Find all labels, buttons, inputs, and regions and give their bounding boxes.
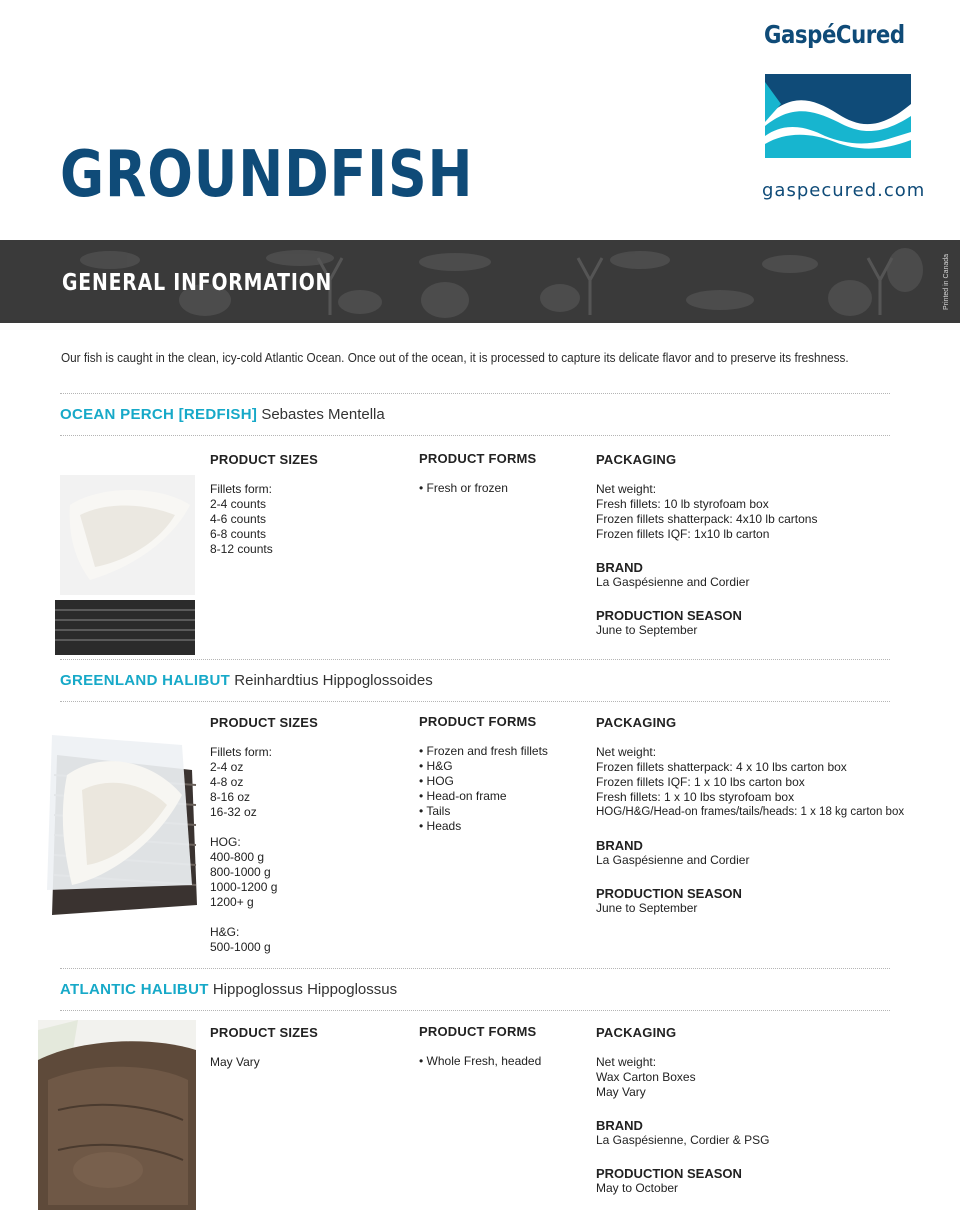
size-item: 800-1000 g [210, 865, 271, 879]
size-item: 500-1000 g [210, 940, 271, 954]
website-url: gaspecured.com [762, 180, 926, 201]
species-common-name: GREENLAND HALIBUT [60, 672, 231, 689]
brand-heading: BRAND [596, 560, 643, 575]
season-value: June to September [596, 623, 698, 637]
packaging-item: Fresh fillets: 10 lb styrofoam box [596, 497, 769, 511]
product-forms-heading: PRODUCT FORMS [419, 1024, 537, 1039]
brand-heading: BRAND [596, 838, 643, 853]
size-item: 2-4 oz [210, 760, 244, 774]
packaging-item: Net weight: [596, 745, 657, 759]
size-item: 2-4 counts [210, 497, 267, 511]
packaging-column [596, 715, 904, 916]
banner-title: GENERAL INFORMATION [62, 270, 333, 296]
size-item: 4-6 counts [210, 512, 267, 526]
size-item: 8-12 counts [210, 542, 273, 556]
packaging-heading: PACKAGING [596, 452, 677, 467]
spacer [210, 910, 318, 925]
species-scientific-name: Reinhardtius Hippoglossoides [234, 672, 433, 689]
brand-value: La Gaspésienne, Cordier & PSG [596, 1133, 770, 1147]
packaging-item: May Vary [596, 1085, 646, 1099]
season-heading: PRODUCTION SEASON [596, 1166, 742, 1181]
packaging-heading: PACKAGING [596, 1025, 677, 1040]
greenland-halibut-fillet-photo [42, 715, 200, 925]
species-heading-greenland-halibut [60, 672, 433, 689]
fish-wave-logo-icon [765, 74, 911, 158]
divider [60, 659, 890, 660]
size-item: H&G: [210, 925, 240, 939]
form-item: • HOG [419, 774, 454, 788]
season-value: June to September [596, 901, 698, 915]
season-heading: PRODUCTION SEASON [596, 886, 742, 901]
page-title: GROUNDFISH [60, 138, 474, 212]
product-sizes-heading: PRODUCT SIZES [210, 715, 319, 730]
size-item: 1000-1200 g [210, 880, 278, 894]
packaging-item: Frozen fillets shatterpack: 4x10 lb cartons [596, 512, 818, 526]
packaging-item: Frozen fillets shatterpack: 4 x 10 lbs carton box [596, 760, 847, 774]
species-scientific-name: Sebastes Mentella [261, 406, 385, 423]
packaging-item: Net weight: [596, 482, 657, 496]
product-forms-heading: PRODUCT FORMS [419, 451, 537, 466]
size-item: 8-16 oz [210, 790, 251, 804]
ocean-perch-fillet-photo [50, 445, 200, 660]
size-item: May Vary [210, 1055, 260, 1069]
form-item: • Fresh or frozen [419, 481, 508, 495]
species-common-name: OCEAN PERCH [REDFISH] [60, 406, 258, 423]
form-item: • Tails [419, 804, 451, 818]
packaging-column [596, 1025, 769, 1196]
brand-logo-text: GaspéCured [764, 20, 905, 49]
printed-in-canada-note: Printed in Canada [943, 253, 950, 310]
form-item: • Head-on frame [419, 789, 507, 803]
size-item: 400-800 g [210, 850, 265, 864]
size-item: 4-8 oz [210, 775, 244, 789]
form-item: • Frozen and fresh fillets [419, 744, 548, 758]
packaging-heading: PACKAGING [596, 715, 677, 730]
species-heading-ocean-perch [60, 406, 385, 423]
product-forms-column [419, 451, 536, 496]
divider [60, 968, 890, 969]
packaging-item: HOG/H&G/Head-on frames/tails/heads: 1 x 18 kg carton box [596, 806, 905, 818]
product-forms-heading: PRODUCT FORMS [419, 714, 537, 729]
form-item: • H&G [419, 759, 453, 773]
spacer [210, 820, 318, 835]
brand-heading: BRAND [596, 1118, 643, 1133]
season-heading: PRODUCTION SEASON [596, 608, 742, 623]
size-item: HOG: [210, 835, 241, 849]
species-scientific-name: Hippoglossus Hippoglossus [212, 981, 398, 998]
species-common-name: ATLANTIC HALIBUT [60, 981, 209, 998]
packaging-column [596, 452, 817, 638]
form-item: • Heads [419, 819, 462, 833]
season-value: May to October [596, 1181, 679, 1195]
packaging-item: Fresh fillets: 1 x 10 lbs styrofoam box [596, 790, 795, 804]
size-item: Fillets form: [210, 745, 273, 759]
packaging-item: Net weight: [596, 1055, 657, 1069]
brand-value: La Gaspésienne and Cordier [596, 853, 750, 867]
form-item: • Whole Fresh, headed [419, 1054, 542, 1068]
packaging-item: Frozen fillets IQF: 1 x 10 lbs carton box [596, 775, 805, 789]
divider [60, 701, 890, 702]
brand-value: La Gaspésienne and Cordier [596, 575, 750, 589]
intro-text: Our fish is caught in the clean, icy-cold Atlantic Ocean. Once out of the ocean, it is processed to capture its delicate flavor and to preserve its freshness. [61, 351, 849, 365]
species-heading-atlantic-halibut [60, 981, 397, 998]
product-sizes-column [210, 1025, 318, 1070]
size-item: Fillets form: [210, 482, 273, 496]
packaging-item: Frozen fillets IQF: 1x10 lb carton [596, 527, 770, 541]
size-item: 16-32 oz [210, 805, 257, 819]
product-forms-column [419, 1024, 541, 1069]
divider [60, 1010, 890, 1011]
product-forms-column [419, 714, 548, 834]
size-item: 1200+ g [210, 895, 254, 909]
divider [60, 393, 890, 394]
product-sizes-column [210, 715, 318, 955]
product-sizes-column [210, 452, 318, 557]
product-sizes-heading: PRODUCT SIZES [210, 452, 319, 467]
size-item: 6-8 counts [210, 527, 267, 541]
product-sizes-heading: PRODUCT SIZES [210, 1025, 319, 1040]
atlantic-halibut-photo [38, 1020, 196, 1210]
general-information-banner [0, 240, 960, 323]
divider [60, 435, 890, 436]
packaging-item: Wax Carton Boxes [596, 1070, 696, 1084]
